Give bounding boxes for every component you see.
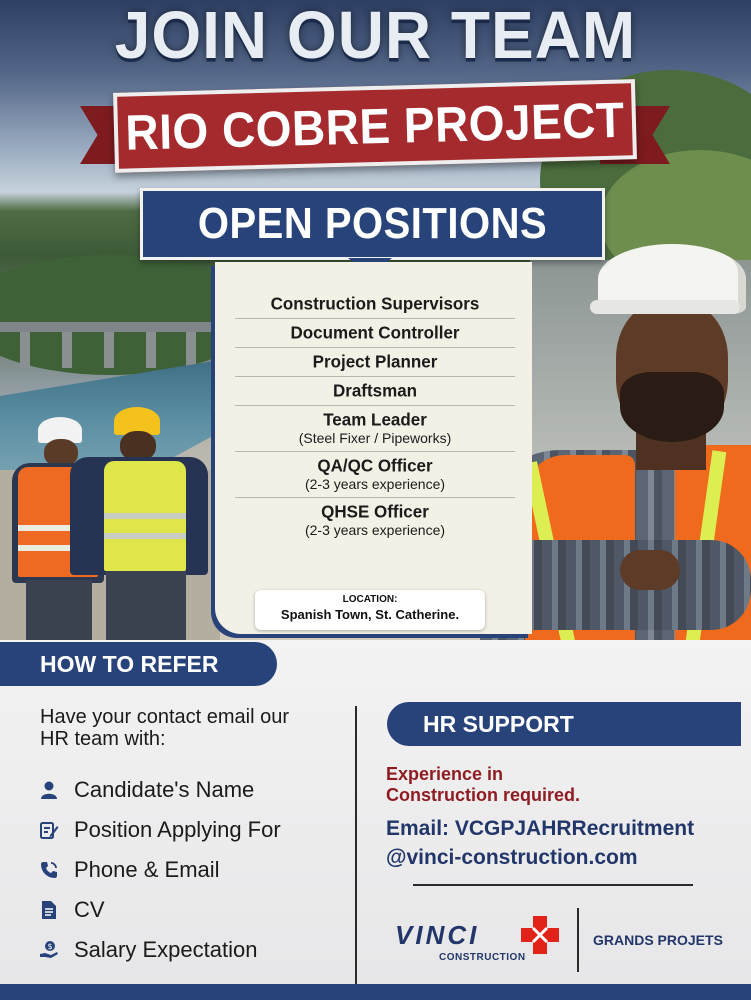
open-positions-banner [140,188,605,260]
list-item [38,850,338,890]
headline: JOIN OUR TEAM [114,0,637,73]
bridge-pier [186,332,196,368]
list-item [38,810,338,850]
refer-item-label: Phone & Email [74,857,220,882]
list-item [38,930,338,970]
document-icon [38,899,60,921]
position-title: Team Leader [323,409,427,430]
location-label: LOCATION: [342,594,398,605]
refer-item-label: Position Applying For [74,817,281,842]
position-item [235,498,515,543]
vinci-logo-mark-icon [519,914,561,956]
position-title: Draftsman [332,380,418,401]
position-title: Project Planner [312,351,438,372]
position-detail: (2-3 years experience) [304,522,446,538]
footer-bar [0,984,751,1000]
edit-document-icon [38,819,60,841]
vertical-divider [355,706,357,992]
bridge [0,322,215,332]
phone-icon [38,859,60,881]
hr-support-title: HR SUPPORT [423,710,574,737]
bridge-pier [104,332,114,368]
bridge-pier [146,332,156,368]
refer-item-label: CV [74,897,105,922]
hr-support-header [387,702,741,746]
position-item [235,377,515,406]
svg-text:$: $ [47,942,53,951]
project-ribbon [80,82,670,180]
position-item [235,348,515,377]
info-section [0,640,751,1000]
refer-item-label: Candidate's Name [74,777,255,802]
position-detail: (Steel Fixer / Pipeworks) [298,430,452,446]
position-item [235,406,515,452]
logo-divider [577,908,579,972]
bridge-pier [20,332,30,368]
open-positions-title: OPEN POSITIONS [197,199,548,248]
hr-requirement-note [386,764,716,806]
hr-email-line: @vinci-construction.com [386,846,638,869]
position-title: QHSE Officer [321,501,429,522]
refer-intro: Have your contact email our HR team with: [40,706,290,750]
hr-email-line: Email: VCGPJAHRRecruitment [386,817,695,840]
company-logos [395,898,735,978]
hr-note-line: Experience in [386,764,504,784]
location-box [255,590,485,630]
how-to-refer-header [0,642,277,686]
how-to-refer-title: HOW TO REFER [40,650,219,677]
project-name: RIO COBRE PROJECT [124,91,626,161]
vinci-logo-subtitle: CONSTRUCTION [439,952,526,963]
hr-email[interactable] [386,814,746,872]
position-title: Construction Supervisors [270,293,480,314]
positions-panel [215,262,532,634]
list-item [38,770,338,810]
position-item [235,452,515,498]
money-hand-icon [38,939,60,961]
position-item [235,319,515,348]
position-item [235,290,515,319]
refer-item-label: Salary Expectation [74,937,258,962]
position-title: QA/QC Officer [317,455,433,476]
division-name: GRANDS PROJETS [593,932,723,948]
position-title: Document Controller [290,322,460,343]
horizontal-divider [413,884,693,886]
worker-figure [70,405,210,640]
positions-list [235,290,515,543]
position-detail: (2-3 years experience) [304,476,446,492]
location-value: Spanish Town, St. Catherine. [280,607,460,622]
hr-note-line: Construction required. [386,785,581,805]
ribbon-banner [113,79,637,173]
bridge-pier [62,332,72,368]
refer-checklist [38,770,338,970]
person-icon [38,779,60,801]
list-item [38,890,338,930]
vinci-logo-text: VINCI [395,920,480,950]
